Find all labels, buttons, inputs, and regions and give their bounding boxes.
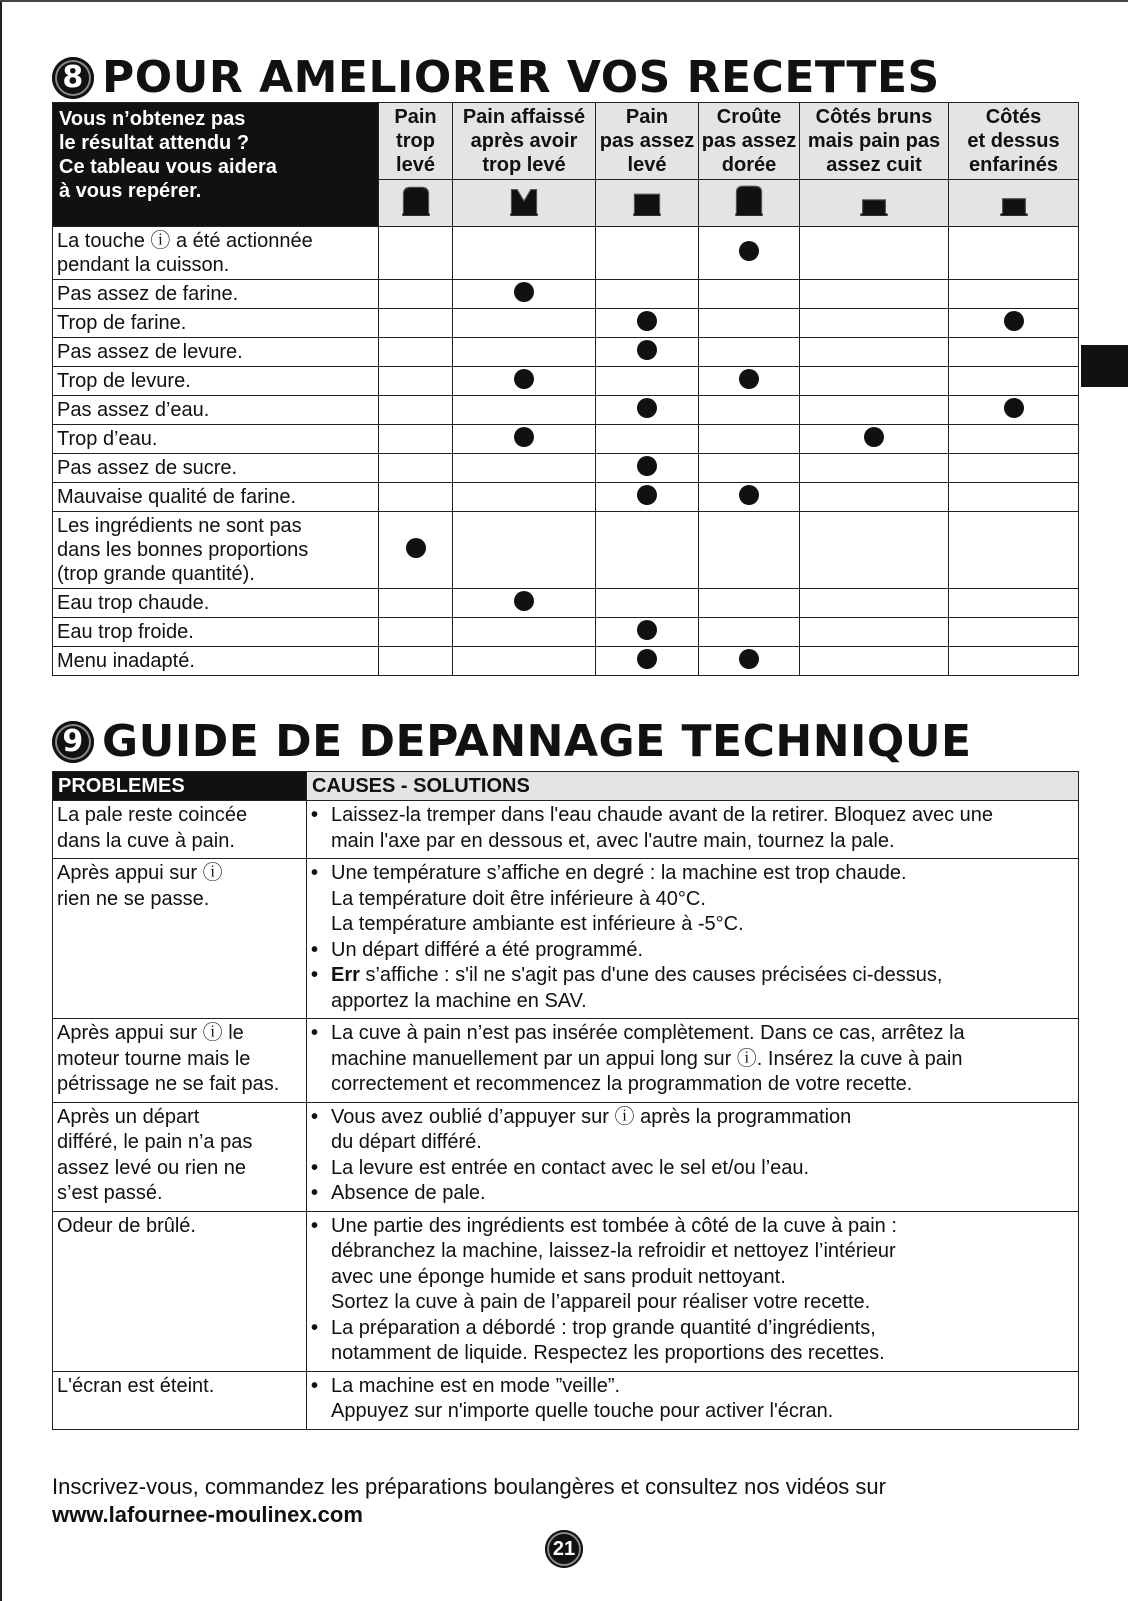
column-header-line: Croûte (716, 106, 782, 128)
bullet-point: • (311, 1182, 319, 1204)
mark-cell (596, 483, 699, 512)
column-header-line: dorée (721, 154, 777, 176)
column-icon-cell (596, 180, 699, 227)
mark-cell (379, 589, 453, 618)
row-label (53, 483, 379, 512)
bread-pale-crust-icon (732, 185, 766, 222)
column-header-line: Côtés (985, 106, 1042, 128)
intro-line: à vous repérer. (59, 180, 202, 202)
mark-cell (800, 425, 949, 454)
mark-cell (800, 227, 949, 280)
column-header-line: enfarinés (969, 154, 1058, 176)
mark-cell (699, 618, 800, 647)
row-label-line: Pas assez d’eau. (57, 399, 210, 421)
mark-cell (949, 647, 1079, 676)
table-row (53, 1371, 1079, 1429)
intro-line: Vous n’obtenez pas (59, 108, 246, 130)
website-link[interactable]: www.lafournee-moulinex.com (52, 1502, 363, 1527)
column-header-line: trop (396, 130, 435, 152)
mark-cell (949, 227, 1079, 280)
column-header-line: après avoir (470, 130, 578, 152)
row-label (53, 227, 379, 280)
column-header-line: assez cuit (826, 154, 922, 176)
solution-cell (307, 1019, 1079, 1103)
section-9-title: GUIDE DE DEPANNAGE TECHNIQUE (102, 716, 972, 767)
intro-line: Ce tableau vous aidera (59, 156, 277, 178)
mark-cell (949, 589, 1079, 618)
column-header-line: Pain affaissé (462, 106, 586, 128)
mark-cell (699, 367, 800, 396)
mark-cell (699, 309, 800, 338)
mark-cell (949, 396, 1079, 425)
mark-cell (379, 396, 453, 425)
solution-text (331, 938, 1074, 964)
page-border-top (0, 0, 1128, 2)
table-row (53, 396, 1079, 425)
column-header-line: pas assez (701, 130, 797, 152)
problem-line: s’est passé. (57, 1182, 163, 1204)
table-row (53, 338, 1079, 367)
mark-cell (379, 280, 453, 309)
mark-cell (800, 367, 949, 396)
error-code: Err (331, 964, 360, 986)
solution-line: La cuve à pain n’est pas insérée complètement. Dans ce cas, arrêtez la (331, 1022, 965, 1044)
mark-cell (800, 647, 949, 676)
mark-cell (453, 338, 596, 367)
solution-line: Appuyez sur n'importe quelle touche pour activer l'écran. (331, 1400, 834, 1422)
mark-cell (453, 425, 596, 454)
problem-line: Après appui sur ⓘ le (57, 1022, 244, 1044)
cause-dot (739, 241, 759, 261)
problem-line: rien ne se passe. (57, 887, 210, 910)
mark-cell (800, 338, 949, 367)
cause-dot (637, 485, 657, 505)
cause-dot (514, 427, 534, 447)
mark-cell (699, 589, 800, 618)
column-header (949, 103, 1079, 180)
cause-dot (514, 591, 534, 611)
column-header-line: Pain (394, 106, 437, 128)
table-row (53, 454, 1079, 483)
cause-dot (864, 427, 884, 447)
column-header-line: Pain (625, 106, 669, 128)
row-label-line: Eau trop froide. (57, 621, 194, 643)
cause-dot (406, 538, 426, 558)
cause-dot (739, 485, 759, 505)
bullet-point: • (311, 964, 319, 986)
bullet-point: • (311, 1105, 319, 1128)
solution-item (311, 1156, 1074, 1182)
row-label (53, 512, 379, 589)
solution-text (331, 1105, 1074, 1131)
mark-cell (596, 280, 699, 309)
table-row (53, 647, 1079, 676)
mark-cell (596, 647, 699, 676)
table-row (53, 309, 1079, 338)
mark-cell (596, 396, 699, 425)
problem-cell (53, 801, 307, 859)
solution-line: apportez la machine en SAV. (331, 989, 587, 1012)
solution-item (311, 861, 1074, 887)
solution-cell (307, 1211, 1079, 1371)
column-icon-cell (453, 180, 596, 227)
solution-text (331, 861, 1074, 887)
table-row (53, 512, 1079, 589)
mark-cell (949, 483, 1079, 512)
mark-cell (949, 338, 1079, 367)
bread-under-risen-icon (630, 185, 664, 222)
recipe-problems-table (52, 102, 1079, 676)
section-number-badge: 8 (52, 57, 94, 99)
mark-cell (453, 280, 596, 309)
solution-line: correctement et recommencez la programmation de votre recette. (331, 1073, 913, 1095)
mark-cell (379, 647, 453, 676)
cause-dot (1004, 311, 1024, 331)
table-row (53, 227, 1079, 280)
mark-cell (800, 454, 949, 483)
causes-header: CAUSES - SOLUTIONS (307, 772, 1079, 801)
mark-cell (699, 280, 800, 309)
problem-line: La pale reste coincée (57, 804, 248, 826)
mark-cell (596, 425, 699, 454)
solution-line: s’affiche : s'il ne s'agit pas d'une des causes précisées ci-dessus, (359, 964, 943, 986)
solution-item (311, 938, 1074, 964)
bread-collapsed-icon (507, 185, 541, 222)
table-row (53, 859, 1079, 1019)
bread-over-risen-icon (399, 185, 433, 222)
mark-cell (949, 425, 1079, 454)
solution-line: Vous avez oublié d’appuyer sur ⓘ après la programmation (331, 1105, 852, 1128)
row-label-line: Trop de farine. (57, 312, 187, 334)
column-header-line: et dessus (967, 130, 1060, 152)
mark-cell (800, 483, 949, 512)
table-row (53, 367, 1079, 396)
table-row (53, 425, 1079, 454)
row-label-line: Trop d’eau. (57, 428, 158, 450)
solution-item (311, 1374, 1074, 1400)
mark-cell (453, 309, 596, 338)
cause-dot (739, 649, 759, 669)
section-8-title: POUR AMELIORER VOS RECETTES (102, 52, 940, 103)
table-row (53, 589, 1079, 618)
mark-cell (949, 512, 1079, 589)
mark-cell (453, 396, 596, 425)
mark-cell (699, 396, 800, 425)
cause-dot (637, 620, 657, 640)
problem-line: Odeur de brûlé. (57, 1214, 196, 1237)
table-row (53, 801, 1079, 859)
solution-text (331, 803, 1074, 829)
solution-text (331, 1156, 1074, 1182)
solution-item (311, 1214, 1074, 1240)
table-row (53, 280, 1079, 309)
section-9-heading (52, 716, 972, 767)
mark-cell (699, 647, 800, 676)
bread-undercooked-icon (857, 185, 891, 222)
bullet-point: • (311, 862, 319, 884)
column-header-line: levé (627, 154, 667, 176)
bullet-point: • (311, 938, 319, 961)
mark-cell (699, 512, 800, 589)
mark-cell (379, 367, 453, 396)
bullet-point: • (311, 804, 319, 826)
bullet-point: • (311, 1214, 319, 1237)
solution-cell (307, 1102, 1079, 1211)
mark-cell (379, 512, 453, 589)
mark-cell (596, 309, 699, 338)
problem-cell (53, 859, 307, 1019)
mark-cell (596, 454, 699, 483)
troubleshooting-table (52, 771, 1079, 1430)
table-row (53, 1019, 1079, 1103)
mark-cell (596, 227, 699, 280)
row-label-line: dans les bonnes proportions (57, 539, 309, 561)
row-label (53, 309, 379, 338)
solution-line: La levure est entrée en contact avec le sel et/ou l’eau. (331, 1156, 810, 1179)
problem-line: L'écran est éteint. (57, 1374, 215, 1397)
mark-cell (453, 454, 596, 483)
mark-cell (596, 512, 699, 589)
solution-text (331, 963, 1074, 989)
problem-line: différé, le pain n’a pas (57, 1131, 253, 1153)
table-row (53, 1102, 1079, 1211)
problem-line: assez levé ou rien ne (57, 1156, 247, 1179)
mark-cell (800, 396, 949, 425)
problem-cell (53, 1371, 307, 1429)
section-tab-marker (1081, 345, 1128, 387)
solution-line: main l'axe par en dessous et, avec l'autre main, tournez la pale. (331, 829, 895, 852)
solution-line: Sortez la cuve à pain de l’appareil pour réaliser votre recette. (331, 1291, 871, 1313)
mark-cell (800, 512, 949, 589)
bread-floury-icon (997, 185, 1031, 222)
solution-line: La machine est en mode ”veille”. (331, 1374, 621, 1397)
row-label (53, 425, 379, 454)
row-label-line: Menu inadapté. (57, 650, 195, 672)
bullet-point: • (311, 1156, 319, 1179)
bullet-point: • (311, 1374, 319, 1397)
problem-line: Après un départ (57, 1105, 200, 1128)
bullet-point: • (311, 1316, 319, 1339)
row-label-line: Mauvaise qualité de farine. (57, 486, 297, 508)
table-intro (53, 103, 379, 227)
solution-cell (307, 859, 1079, 1019)
solution-line: avec une éponge humide et sans produit nettoyant. (331, 1265, 786, 1288)
solution-text (331, 1214, 1074, 1240)
table-row (53, 618, 1079, 647)
solution-line: débranchez la machine, laissez-la refroidir et nettoyez l’intérieur (331, 1240, 896, 1262)
mark-cell (379, 618, 453, 647)
column-icon-cell (379, 180, 453, 227)
mark-cell (800, 280, 949, 309)
footer (52, 1473, 1052, 1529)
problem-line: moteur tourne mais le (57, 1047, 251, 1070)
row-label (53, 647, 379, 676)
problems-header: PROBLEMES (53, 772, 307, 801)
solution-item (311, 1105, 1074, 1131)
mark-cell (453, 483, 596, 512)
row-label (53, 280, 379, 309)
mark-cell (949, 280, 1079, 309)
mark-cell (949, 618, 1079, 647)
column-icon-cell (949, 180, 1079, 227)
row-label (53, 367, 379, 396)
table-row (53, 483, 1079, 512)
column-header-line: trop levé (482, 154, 566, 176)
mark-cell (800, 618, 949, 647)
mark-cell (379, 338, 453, 367)
solution-text (331, 1181, 1074, 1207)
solution-line: machine manuellement par un appui long sur ⓘ. Insérez la cuve à pain (331, 1047, 963, 1070)
mark-cell (453, 589, 596, 618)
solution-text (331, 1316, 1074, 1342)
mark-cell (949, 454, 1079, 483)
bullet-point: • (311, 1022, 319, 1044)
row-label-line: Les ingrédients ne sont pas (57, 515, 302, 537)
column-header-line: levé (396, 154, 435, 176)
mark-cell (699, 227, 800, 280)
mark-cell (699, 425, 800, 454)
mark-cell (800, 589, 949, 618)
mark-cell (453, 618, 596, 647)
footer-text: Inscrivez-vous, commandez les préparations boulangères et consultez nos vidéos sur (52, 1474, 886, 1499)
column-icon-cell (699, 180, 800, 227)
solution-text (331, 1374, 1074, 1400)
row-label-line: Eau trop chaude. (57, 592, 210, 614)
row-label (53, 589, 379, 618)
solution-line: Absence de pale. (331, 1182, 486, 1204)
cause-dot (739, 369, 759, 389)
mark-cell (699, 483, 800, 512)
solution-line: du départ différé. (331, 1131, 482, 1153)
cause-dot (637, 340, 657, 360)
solution-line: Un départ différé a été programmé. (331, 938, 644, 961)
intro-line: le résultat attendu ? (59, 132, 250, 154)
solution-line: Laissez-la tremper dans l'eau chaude avant de la retirer. Bloquez avec une (331, 804, 993, 826)
page-number: 21 (545, 1530, 583, 1568)
section-8-heading (52, 52, 940, 103)
mark-cell (453, 647, 596, 676)
solution-line: La préparation a débordé : trop grande quantité d’ingrédients, (331, 1316, 876, 1339)
row-label-line: Pas assez de sucre. (57, 457, 238, 479)
mark-cell (379, 227, 453, 280)
mark-cell (453, 367, 596, 396)
section-number-badge: 9 (52, 721, 94, 763)
solution-item (311, 1181, 1074, 1207)
row-label-line: La touche ⓘ a été actionnée (57, 230, 313, 252)
solution-cell (307, 1371, 1079, 1429)
solution-item (311, 1316, 1074, 1342)
solution-line: La température ambiante est inférieure à -5°C. (331, 913, 744, 935)
mark-cell (949, 309, 1079, 338)
problem-line: dans la cuve à pain. (57, 829, 235, 852)
row-label (53, 396, 379, 425)
mark-cell (379, 309, 453, 338)
column-header (596, 103, 699, 180)
mark-cell (596, 367, 699, 396)
solution-line: La température doit être inférieure à 40°C. (331, 887, 706, 910)
cause-dot (637, 398, 657, 418)
mark-cell (596, 338, 699, 367)
mark-cell (379, 454, 453, 483)
problem-cell (53, 1019, 307, 1103)
column-header-line: mais pain pas (807, 130, 941, 152)
solution-line: Une température s’affiche en degré : la machine est trop chaude. (331, 862, 907, 884)
mark-cell (800, 309, 949, 338)
row-label-line: Pas assez de farine. (57, 283, 239, 305)
row-label (53, 454, 379, 483)
solution-line: Une partie des ingrédients est tombée à côté de la cuve à pain : (331, 1214, 897, 1237)
solution-item (311, 803, 1074, 829)
cause-dot (637, 649, 657, 669)
column-header (453, 103, 596, 180)
column-header-line: Côtés bruns (815, 106, 933, 128)
mark-cell (949, 367, 1079, 396)
row-label-line: Trop de levure. (57, 370, 191, 392)
cause-dot (514, 282, 534, 302)
cause-dot (1004, 398, 1024, 418)
mark-cell (453, 227, 596, 280)
mark-cell (379, 425, 453, 454)
column-header (379, 103, 453, 180)
page-border (0, 0, 2, 1601)
row-label (53, 618, 379, 647)
column-header (699, 103, 800, 180)
mark-cell (699, 454, 800, 483)
solution-item (311, 1021, 1074, 1047)
mark-cell (596, 618, 699, 647)
row-label (53, 338, 379, 367)
problem-line: Après appui sur ⓘ (57, 862, 223, 884)
solution-text (331, 1021, 1074, 1047)
problem-cell (53, 1102, 307, 1211)
row-label-line: pendant la cuisson. (57, 254, 230, 276)
mark-cell (379, 483, 453, 512)
column-icon-cell (800, 180, 949, 227)
row-label-line: (trop grande quantité). (57, 563, 255, 585)
problem-cell (53, 1211, 307, 1371)
table-row (53, 1211, 1079, 1371)
cause-dot (637, 311, 657, 331)
solution-item (311, 963, 1074, 989)
solution-line: notamment de liquide. Respectez les proportions des recettes. (331, 1342, 885, 1364)
problem-line: pétrissage ne se fait pas. (57, 1073, 280, 1095)
mark-cell (699, 338, 800, 367)
cause-dot (637, 456, 657, 476)
row-label-line: Pas assez de levure. (57, 341, 243, 363)
mark-cell (596, 589, 699, 618)
solution-cell (307, 801, 1079, 859)
cause-dot (514, 369, 534, 389)
mark-cell (453, 512, 596, 589)
column-header (800, 103, 949, 180)
column-header-line: pas assez (599, 130, 695, 152)
